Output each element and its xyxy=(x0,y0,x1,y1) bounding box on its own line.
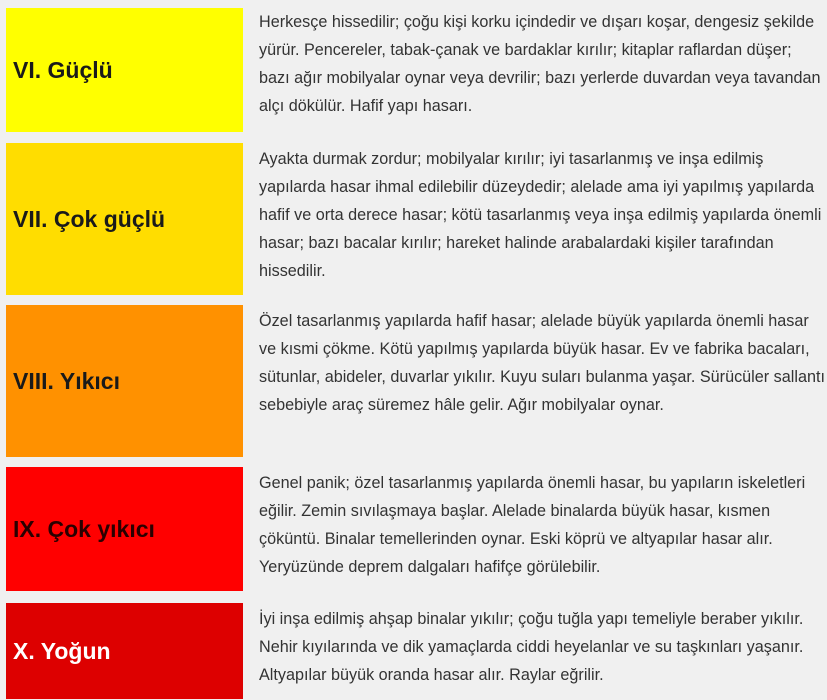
level-cell: VI. Güçlü xyxy=(6,8,243,132)
description-cell: Genel panik; özel tasarlanmış yapılarda önemli hasar, bu yapıların iskeletleri eğilir. Zemin sıvılaşmaya başlar. Alelade binalarda büyük hasar, kısmen çöküntü. Binalar temellerinden oynar. Eski köprü ve altyapılar hasar alır. Yeryüzünde deprem dalgaları hafifçe görülebilir. xyxy=(259,474,806,576)
description-cell: Herkesçe hissedilir; çoğu kişi korku içindedir ve dışarı koşar, dengesiz şekilde yürür. Pencereler, tabak-çanak ve bardaklar kırılır; kitaplar raflardan düşer; bazı ağır mobilyalar oynar veya devrilir; bazı yerlerde duvardan veya tavandan alçı dökülür. Hafif yapı hasarı. xyxy=(259,13,821,115)
level-cell: X. Yoğun xyxy=(6,603,243,699)
intensity-row-vii xyxy=(0,143,827,295)
level-cell: IX. Çok yıkıcı xyxy=(6,467,243,591)
description-cell: İyi inşa edilmiş ahşap binalar yıkılır; çoğu tuğla yapı temeliyle beraber yıkılır. Nehir kıyılarında ve dik yamaçlarda ciddi heyelanlar ve su taşkınları yaşanır. Altyapılar büyük oranda hasar alır. Raylar eğrilir. xyxy=(259,610,804,684)
description-cell: Ayakta durmak zordur; mobilyalar kırılır; iyi tasarlanmış ve inşa edilmiş yapılarda hasar ihmal edilebilir düzeydedir; alelade ama iyi yapılmış yapılarda hafif ve orta derece hasar; kötü tasarlanmış veya inşa edilmiş yapılarda önemli hasar; bazı bacalar kırılır; hareket halinde arabalardaki kişiler tarafından hissedilir. xyxy=(259,150,822,280)
intensity-row-vi xyxy=(0,8,827,132)
description-cell: Özel tasarlanmış yapılarda hafif hasar; alelade büyük yapılarda önemli hasar ve kısmi çökme. Kötü yapılmış yapılarda büyük hasar. Ev ve fabrika bacaları, sütunlar, abideler, duvarlar yıkılır. Kuyu suları bulanma yaşar. Sürücüler sallantı sebebiyle araç süremez hâle gelir. Ağır mobilyalar oynar. xyxy=(259,312,825,414)
level-cell: VIII. Yıkıcı xyxy=(6,305,243,457)
intensity-row-x xyxy=(0,603,827,699)
level-cell: VII. Çok güçlü xyxy=(6,143,243,295)
intensity-row-viii xyxy=(0,305,827,457)
intensity-row-ix xyxy=(0,467,827,591)
